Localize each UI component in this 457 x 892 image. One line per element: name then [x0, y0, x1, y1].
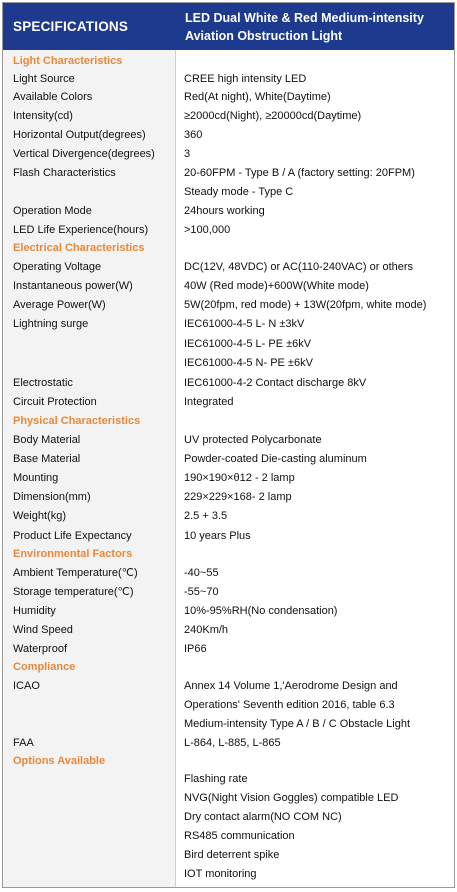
- spec-label: Waterproof: [13, 643, 68, 655]
- spec-row: [3, 126, 454, 145]
- section-heading: Compliance: [13, 661, 76, 673]
- spec-value: Integrated: [184, 396, 234, 408]
- spec-label: Flash Characteristics: [13, 167, 116, 179]
- specifications-sheet: [2, 2, 455, 888]
- spec-value: Annex 14 Volume 1,'Aerodrome Design and: [184, 680, 398, 692]
- spec-label: Operation Mode: [13, 205, 92, 217]
- spec-label: Circuit Protection: [13, 396, 97, 408]
- spec-value: 10 years Plus: [184, 530, 251, 542]
- spec-value: 190×190×θ12 - 2 lamp: [184, 472, 295, 484]
- section-heading-row: [3, 239, 454, 258]
- spec-header: [3, 3, 454, 50]
- spec-label: Ambient Temperature(℃): [13, 567, 138, 579]
- product-title-line-2: Aviation Obstruction Light: [185, 29, 343, 43]
- section-heading: Environmental Factors: [13, 548, 133, 560]
- spec-row: [3, 107, 454, 126]
- spec-value: 40W (Red mode)+600W(White mode): [184, 280, 369, 292]
- spec-value: RS485 communication: [184, 830, 295, 842]
- spec-label: FAA: [13, 737, 34, 749]
- spec-row: [3, 258, 454, 277]
- product-title-line-1: LED Dual White & Red Medium-intensity: [185, 11, 424, 25]
- spec-table: [3, 50, 454, 887]
- spec-row: [3, 640, 454, 659]
- spec-row: [3, 865, 454, 884]
- spec-label: Dimension(mm): [13, 491, 91, 503]
- spec-row: [3, 374, 454, 393]
- spec-label: Intensity(cd): [13, 110, 73, 122]
- spec-value: Powder-coated Die-casting aluminum: [184, 453, 367, 465]
- spec-row: [3, 393, 454, 412]
- spec-row: [3, 315, 454, 334]
- spec-row: [3, 583, 454, 602]
- spec-value: Operations' Seventh edition 2016, table 6.3: [184, 699, 395, 711]
- spec-label: Average Power(W): [13, 299, 106, 311]
- product-title: [175, 3, 454, 50]
- spec-value: 10%-95%RH(No condensation): [184, 605, 338, 617]
- spec-value: IEC61000-4-5 L- PE ±6kV: [184, 338, 312, 350]
- section-heading: Physical Characteristics: [13, 415, 141, 427]
- spec-value: IOT monitoring: [184, 868, 257, 880]
- spec-value: 5W(20fpm, red mode) + 13W(20fpm, white mode): [184, 299, 427, 311]
- spec-row: [3, 621, 454, 640]
- spec-row: [3, 808, 454, 827]
- spec-row: [3, 221, 454, 240]
- spec-value: Medium-intensity Type A / B / C Obstacle Light: [184, 718, 411, 730]
- spec-row: [3, 354, 454, 373]
- spec-value: UV protected Polycarbonate: [184, 434, 322, 446]
- spec-value: ≥2000cd(Night), ≥20000cd(Daytime): [184, 110, 362, 122]
- spec-row: [3, 846, 454, 865]
- spec-label: Operating Voltage: [13, 261, 102, 273]
- spec-label: Available Colors: [13, 91, 93, 103]
- spec-value: L-864, L-885, L-865: [184, 737, 281, 749]
- spec-row: [3, 145, 454, 164]
- spec-row: [3, 335, 454, 354]
- spec-row: [3, 827, 454, 846]
- spec-label: Base Material: [13, 453, 81, 465]
- spec-label: Weight(kg): [13, 510, 66, 522]
- spec-row: [3, 677, 454, 696]
- spec-value: 2.5 + 3.5: [184, 510, 228, 522]
- spec-label: Instantaneous power(W): [13, 280, 133, 292]
- spec-row: [3, 296, 454, 315]
- spec-value: 360: [184, 129, 203, 141]
- spec-label: Body Material: [13, 434, 81, 446]
- spec-label: Horizontal Output(degrees): [13, 129, 146, 141]
- spec-value: DC(12V, 48VDC) or AC(110-240VAC) or others: [184, 261, 414, 273]
- spec-value: -55~70: [184, 586, 219, 598]
- spec-row: [3, 507, 454, 526]
- spec-value: IEC61000-4-5 N- PE ±6kV: [184, 357, 313, 369]
- spec-value: >100,000: [184, 224, 231, 236]
- spec-label: Product Life Expectancy: [13, 530, 132, 542]
- section-heading-row: [3, 752, 454, 771]
- spec-label: Mounting: [13, 472, 59, 484]
- spec-row: [3, 450, 454, 469]
- spec-row: [3, 164, 454, 183]
- section-heading: Light Characteristics: [13, 55, 123, 67]
- section-heading-row: [3, 545, 454, 564]
- spec-label: Humidity: [13, 605, 56, 617]
- spec-row: [3, 789, 454, 808]
- spec-value: 24hours working: [184, 205, 265, 217]
- specifications-title: SPECIFICATIONS: [13, 19, 129, 34]
- spec-value: 20-60FPM - Type B / A (factory setting: 20FPM): [184, 167, 415, 179]
- spec-row: [3, 202, 454, 221]
- spec-row: [3, 70, 454, 89]
- spec-value: IEC61000-4-2 Contact discharge 8kV: [184, 377, 367, 389]
- spec-value: IP66: [184, 643, 207, 655]
- spec-value: Bird deterrent spike: [184, 849, 280, 861]
- spec-label: Wind Speed: [13, 624, 73, 636]
- spec-label: Vertical Divergence(degrees): [13, 148, 155, 160]
- section-heading: Options Available: [13, 755, 106, 767]
- spec-label: Storage temperature(℃): [13, 586, 134, 598]
- spec-value: NVG(Night Vision Goggles) compatible LED: [184, 792, 399, 804]
- spec-row: [3, 734, 454, 753]
- section-heading-row: [3, 52, 454, 71]
- spec-label: Light Source: [13, 73, 75, 85]
- spec-row: [3, 488, 454, 507]
- section-heading: Electrical Characteristics: [13, 242, 145, 254]
- spec-label: Electrostatic: [13, 377, 73, 389]
- spec-label: ICAO: [13, 680, 40, 692]
- spec-row: [3, 564, 454, 583]
- spec-row: [3, 431, 454, 450]
- spec-row: [3, 277, 454, 296]
- spec-row: [3, 183, 454, 202]
- spec-value: Flashing rate: [184, 773, 248, 785]
- spec-row: [3, 770, 454, 789]
- spec-row: [3, 715, 454, 734]
- spec-value: Steady mode - Type C: [184, 186, 294, 198]
- section-heading-row: [3, 658, 454, 677]
- spec-row: [3, 602, 454, 621]
- spec-value: -40~55: [184, 567, 219, 579]
- spec-value: CREE high intensity LED: [184, 73, 307, 85]
- spec-value: Dry contact alarm(NO COM NC): [184, 811, 342, 823]
- section-heading-row: [3, 412, 454, 431]
- spec-label: Lightning surge: [13, 318, 89, 330]
- spec-row: [3, 469, 454, 488]
- spec-value: 240Km/h: [184, 624, 229, 636]
- spec-value: 229×229×168- 2 lamp: [184, 491, 292, 503]
- spec-value: IEC61000-4-5 L- N ±3kV: [184, 318, 305, 330]
- spec-value: Red(At night), White(Daytime): [184, 91, 331, 103]
- spec-row: [3, 696, 454, 715]
- spec-row: [3, 527, 454, 546]
- spec-value: 3: [184, 148, 191, 160]
- spec-label: LED Life Experience(hours): [13, 224, 149, 236]
- spec-row: [3, 88, 454, 107]
